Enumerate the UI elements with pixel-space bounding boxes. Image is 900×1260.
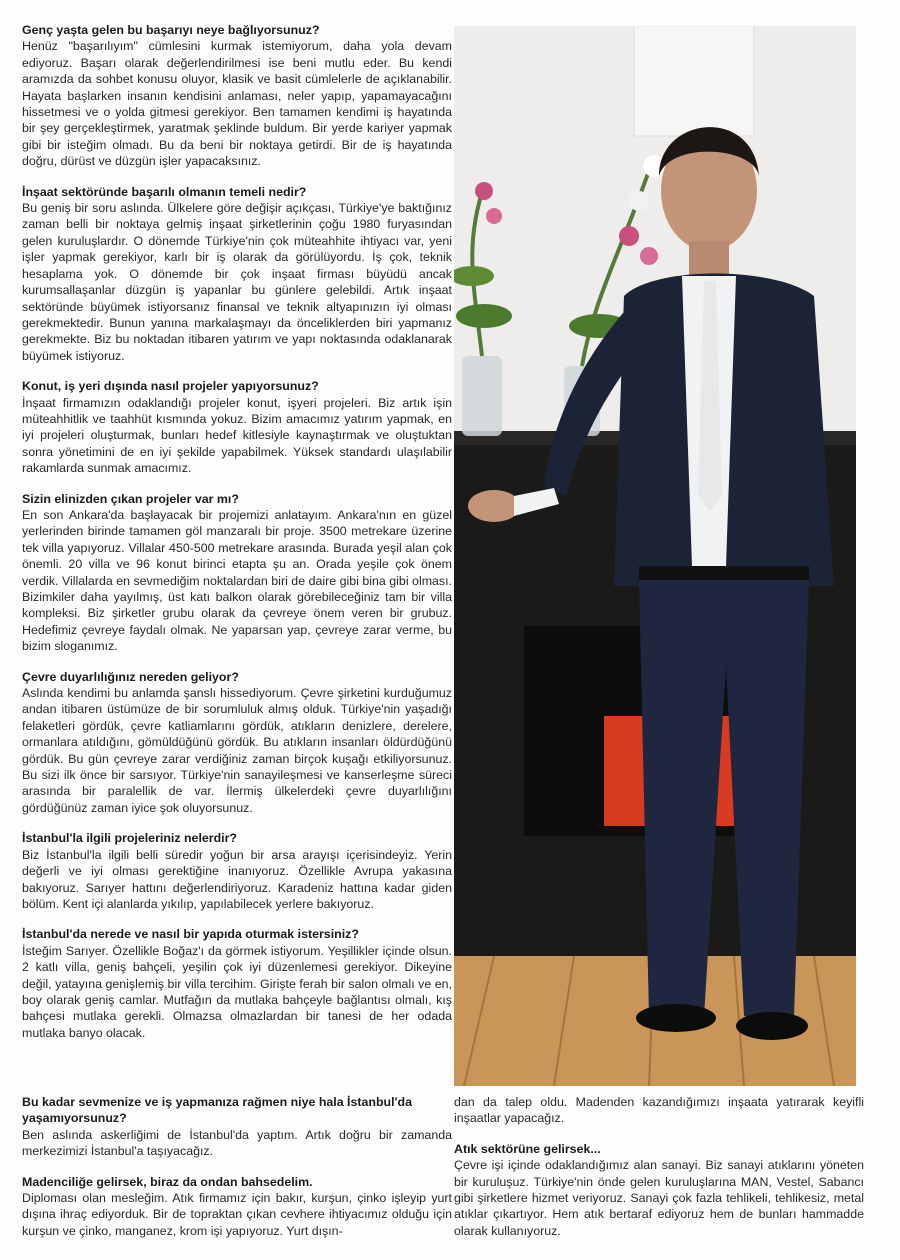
answer-paragraph: Aslında kendimi bu anlamda şanslı hissediyorum. Çevre şirketini kurduğumuz andan itibaren üstümüze de bir sorumluluk almış olduk. Türkiye'nin yaşadığı felaketleri gördük, çevre katliamlarını gördük, atıkların denizlere, derelere, ormanlara atıldığını, gömüldüğünü gördük. Bu atıkların insanları öldürdüğünü gördük. Bu gün çevreye zarar verdiğiniz zaman birçok kuşağı etkiliyorsunuz. Bu sizi ilk önce bir sarsıyor. Türkiye'nin sanayileşmesi ve kanserleşme süreci arasında bir paralellik de var. İlermiş ülkelerdeki çevre duyarlılığını gördüğünüz zaman iyice şok oluyorsunuz.	[22, 686, 452, 815]
qa-block	[22, 669, 452, 817]
answer-paragraph: İsteğim Sarıyer. Özellikle Boğaz'ı da görmek istiyorum. Yeşillikler içinde olsun. 2 katlı villa, geniş bahçeli, yeşilin çok iyi düzenlemesi gerekiyor. Dikeyine değil, yatayına genişlemiş bir villa tercihim. Girişte ferah bir salon olmalı ve en, boy olarak geniş camlar. Mutfağın da mutlaka bahçeyle bağlantısı olmalı, kış bahçesi mutlaka gerekli. Olmazsa olmazlardan bir tanesi de her odada mutlaka banyo olacak.	[22, 943, 452, 1040]
interview-left-column	[22, 22, 452, 1055]
qa-block	[454, 1094, 864, 1127]
question-heading: Çevre duyarlılığınız nereden geliyor?	[22, 669, 239, 684]
qa-block	[22, 926, 452, 1041]
answer-paragraph: Diploması olan mesleğim. Atık firmamız için bakır, kurşun, çinko işleyip yurt dışına ihraç ediyorduk. Bir de topraktan çıkan cevhere ihtiyacımız olduğu için kurşun ve çinko, manganez, krom işi yapıyoruz. Yurt dışın-	[22, 1191, 452, 1238]
question-heading: İstanbul'la ilgili projeleriniz nelerdir?	[22, 831, 238, 846]
qa-block	[22, 378, 452, 476]
qa-block	[22, 1174, 452, 1240]
question-heading: İstanbul'da nerede ve nasıl bir yapıda oturmak istersiniz?	[22, 927, 359, 942]
question-heading: Konut, iş yeri dışında nasıl projeler yapıyorsunuz?	[22, 379, 319, 394]
qa-block	[22, 830, 452, 912]
left-shoe	[636, 1004, 716, 1032]
question-heading: Genç yaşta gelen bu başarıyı neye bağlıyorsunuz?	[22, 23, 320, 37]
question-heading: Atık sektörüne gelirsek...	[454, 1141, 601, 1156]
answer-paragraph: Henüz "başarılıyım" cümlesini kurmak istemiyorum, daha yola devam ediyoruz. Başarı olarak değerlendirilmesi ise beni mutlu eder. Bu kendi aramızda da sohbet konusu oluyor, klasik ve basit cümlelerle de açıklanabilir. Hayata başlarken insanın kendisini anlaması, neler yapıp, yapamayacağını hissetmesi ve o yolda gitmesi gerekiyor. Ben tamamen kendimi iş hayatında bir şey gerçekleştirmek, yaratmak şeklinde buldum. Bir yerde kariyer yapmak gibi bir isteğim olmadı. Bu da beni bir noktaya getirdi. Bir de iş hayatında doğru, dürüst ve düzgün işler yapacaksınız.	[22, 39, 452, 169]
answer-paragraph: dan da talep oldu. Madenden kazandığımızı inşaata yatırarak keyifli inşaatlar yapacağız.	[454, 1095, 864, 1126]
answer-paragraph: Ben aslında askerliğimi de İstanbul'da yaptım. Artık doğru bir zamanda merkezimizi İstanbul'a taşıyacağız.	[22, 1127, 452, 1159]
interview-bottom-right	[454, 1094, 864, 1253]
question-heading: İnşaat sektöründe başarılı olmanın temeli nedir?	[22, 184, 307, 199]
question-heading: Sizin elinizden çıkan projeler var mı?	[22, 491, 239, 506]
hand	[468, 490, 520, 522]
qa-block	[454, 1141, 864, 1239]
qa-block	[22, 1094, 452, 1160]
qa-block	[22, 491, 452, 655]
answer-paragraph: İnşaat firmamızın odaklandığı projeler konut, işyeri projeleri. Biz artık işin müteahhitlik ve taahhüt kısmında yokuz. Bizim amacımız yatırım yapmak, en iyi projeleri oluşturmak, bunları hedef kitlesiyle kaynaştırmak ve oluştuktan sonra yönetimini de en iyi şekilde yapabilmek. Yüksek standardı ulaşılabilir rakamlarda sunmak amacımız.	[22, 395, 452, 476]
answer-paragraph: En son Ankara'da başlayacak bir projemizi anlatayım. Ankara'nın en güzel yerlerinden birinde tamamen göl manzaralı bir proje. 3500 metrekare üzerine tek villa yapıyoruz. Villalar 450-500 metrekare arasında. Burada yeşil alan çok önemli. 20 villa ve 96 konut birinci etapta şu an. Orada yeşile çok önem verdik. Villalarda en sevmediğim noktalardan biri de daire gibi bina gibi olması. Bizimkiler daha yayılmış, üst katı balkon olarak görebileceğiniz tam bir villa kompleksi. Biz şirketler grubu olarak da çevreye önem veren bir grubuz. Hedefimiz çevreye faydalı olmak. Ne yaparsan yap, çevreye zarar verme, bu bizim sloganımız.	[22, 507, 452, 654]
question-heading: Bu kadar sevmenize ve iş yapmanıza rağmen niye hala İstanbul'da yaşamıyorsunuz?	[22, 1095, 412, 1126]
right-shoe	[736, 1012, 808, 1040]
question-heading: Madenciliğe gelirsek, biraz da ondan bahsedelim.	[22, 1174, 313, 1189]
portrait-illustration	[454, 26, 856, 1086]
answer-paragraph: Çevre işi içinde odaklandığımız alan sanayi. Biz sanayi atıklarını yöneten bir kuruluşuz. Türkiye'nin önde gelen kuruluşlarına MAN, Vestel, Sabancı gibi şirketlere hizmet veriyoruz. Sanayi çok fazla tehlikeli, tehlikesiz, metal atıklar çıkartıyor. Hem atık bertaraf ediyoruz hem de bunları hammadde olarak kullanıyoruz.	[454, 1158, 864, 1238]
interview-bottom-left	[22, 1094, 452, 1253]
qa-block	[22, 22, 452, 170]
answer-paragraph: Biz İstanbul'la ilgili belli süredir yoğun bir arsa arayışı içerisindeyiz. Yerin değerli ve iyi olması gerektiğine inanıyoruz. Özellikle Avrupa yakasına bakıyoruz. Sarıyer hattını değerlendiriyoruz. Karadeniz hattına kadar giden bölüm. Kent içi alanlarda yıkılıp, yapılabilecek yerlere bakıyoruz.	[22, 847, 452, 911]
window-pane	[634, 26, 754, 136]
qa-block	[22, 184, 452, 364]
answer-paragraph: Bu geniş bir soru aslında. Ülkelere göre değişir açıkçası, Türkiye'ye baktığınız zaman belli bir noktaya gelmiş inşaat şirketlerinin çoğu 1980 furyasından gelen kuruluşlardır. O dönemde Türkiye'nin çok müteahhite ihtiyacı var, yeni işler yapmak gerekiyor, karlı bir iş olarak da görülüyordu. İş çok, teknik hesaplama yok. O dönemde bir çok inşaat firması büyüdü ancak kurumsallaşanlar düzgün iş yapanlar bu günlere gelebildi. Artık inşaat sektöründe büyümek istiyorsanız finansal ve teknik altyapınızın iyi olması gerekmektedir. Bunun yanına markalaşmayı da önceliklerden biri yapmanız gerekmekte. Biz bu noktadan itibaren yatırım ve yapı noktasında odaklanarak büyümek istiyoruz.	[22, 201, 452, 363]
portrait-photo	[454, 26, 856, 1086]
belt	[639, 566, 809, 580]
